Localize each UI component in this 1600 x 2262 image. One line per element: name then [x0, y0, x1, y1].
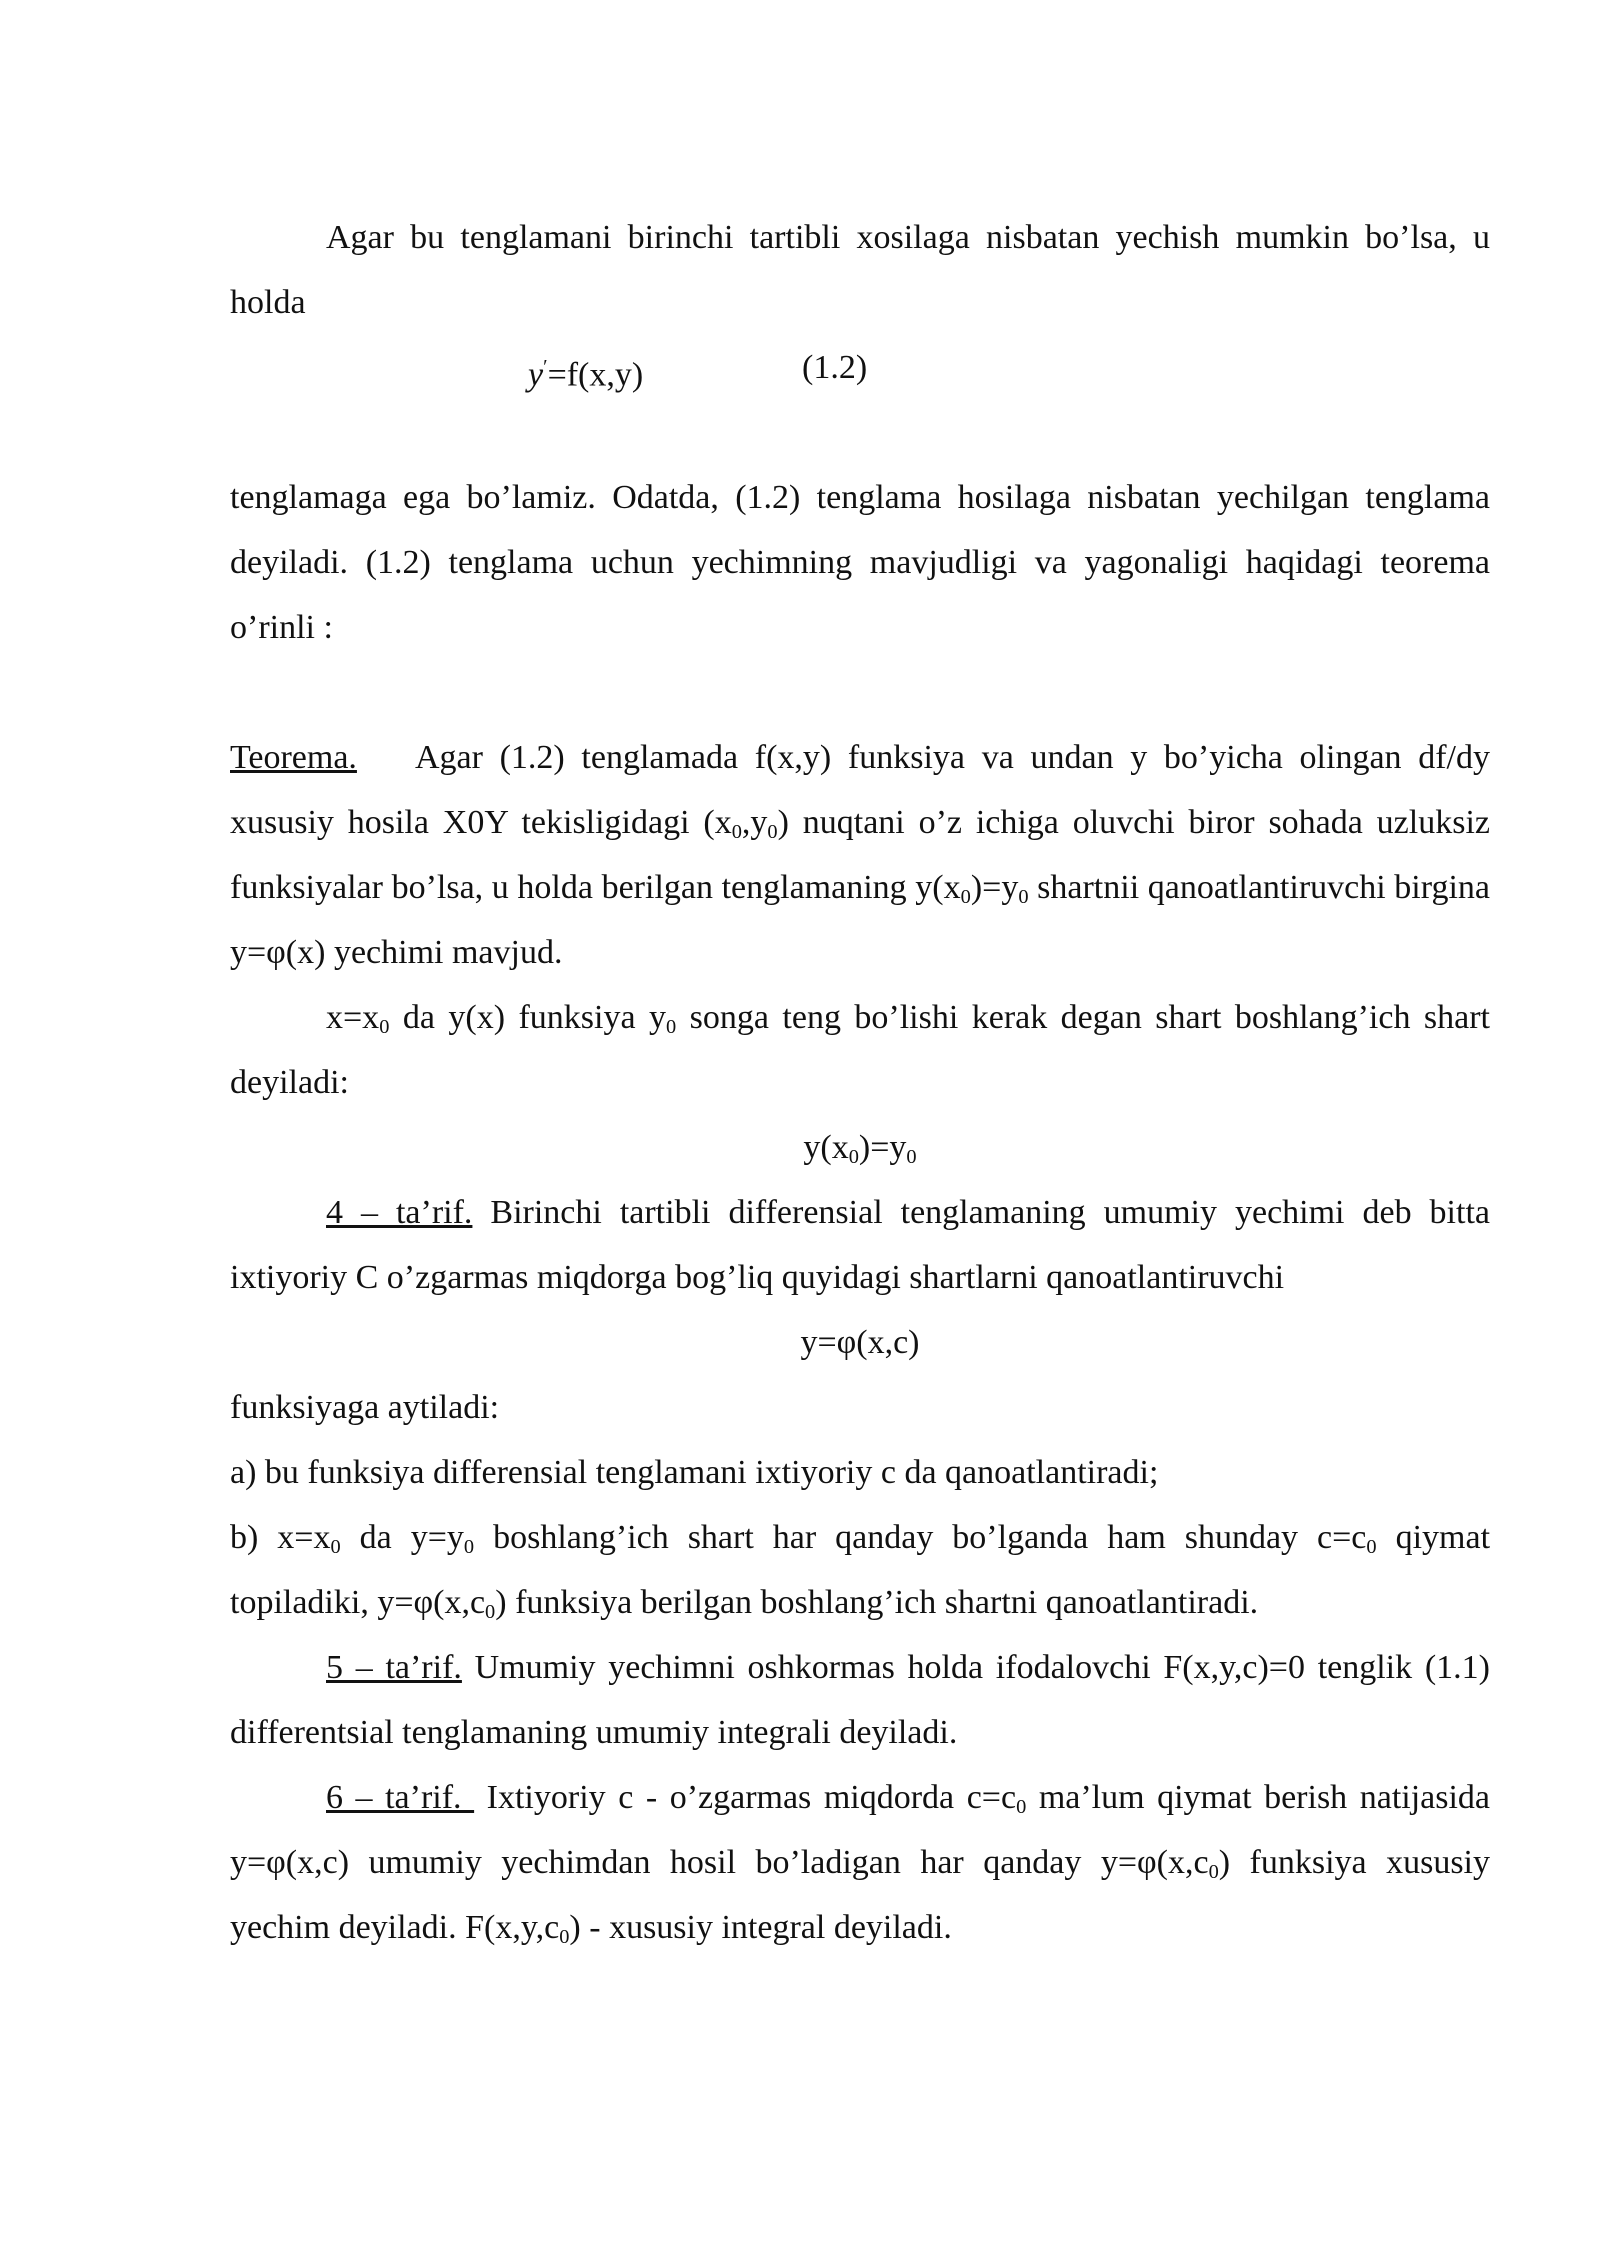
definition-6-text-3: ) funksiya xususiy yechim deyiladi. F(x,y,c: [230, 1844, 1490, 1946]
equation-prime-mark: ′: [543, 356, 548, 378]
subscript-zero: 0: [731, 821, 742, 844]
subscript-zero: 0: [1016, 1796, 1027, 1819]
subscript-zero: 0: [379, 1016, 390, 1039]
subscript-zero: 0: [1366, 1536, 1377, 1559]
equation-number: (1.2): [802, 349, 868, 386]
equation-1-2-expression: [528, 335, 643, 407]
condition-a: [230, 1440, 1490, 1505]
subscript-zero: 0: [767, 821, 778, 844]
condition-b-text-5: ) funksiya berilgan boshlang’ich shartni qanoatlantiradi.: [495, 1584, 1259, 1621]
definition-6-text-1: Ixtiyoriy c - o’zgarmas miqdorda c=c: [474, 1779, 1017, 1816]
funksiyaga-line: [230, 1375, 1490, 1440]
theorem-text-3: ) nuqtani o’z ichiga oluvchi biror sohada uzluksiz funksiyalar bo’lsa, u holda berilgan tenglamaning y(x: [230, 804, 1490, 906]
subscript-zero: 0: [848, 1146, 859, 1169]
theorem-text-5: shartnii qanoatlantiruvchi birgina y=φ(x) yechimi mavjud.: [230, 869, 1491, 971]
paragraph-odatda: [230, 465, 1490, 660]
definition-5-paragraph: [230, 1635, 1490, 1765]
equation-rhs: =f(x,y): [547, 356, 644, 394]
subscript-zero: 0: [906, 1146, 917, 1169]
definition-5-text: Umumiy yechimni oshkormas holda ifodalovchi F(x,y,c)=0 tenglik (1.1) differentsial tenglamaning umumiy integrali deyiladi.: [230, 1649, 1490, 1751]
subscript-zero: 0: [463, 1536, 475, 1559]
initial-eq-text-2: )=y: [858, 1129, 907, 1166]
definition-4-paragraph: [230, 1180, 1490, 1310]
theorem-text-4: )=y: [970, 869, 1019, 906]
initial-text-1: x=x: [326, 999, 380, 1036]
initial-eq-text-1: y(x: [803, 1129, 849, 1166]
theorem-text-2: ,y: [741, 804, 768, 841]
condition-b-text-4: qiymat topiladiki, y=φ(x,c: [230, 1519, 1491, 1621]
subscript-zero: 0: [1208, 1861, 1219, 1884]
theorem-text-1: Agar (1.2) tenglamada f(x,y) funksiya va undan y bo’yicha olingan df/dy xususiy hosila X0Y tekisligidagi (x: [230, 739, 1490, 841]
definition-4-text: Birinchi tartibli differensial tenglamaning umumiy yechimi deb bitta ixtiyoriy C o’zgarmas miqdorga bog’liq quyidagi shartlarni qanoatlantiruvchi: [230, 1194, 1490, 1296]
theorem-paragraph: [230, 725, 1490, 985]
initial-text-2: da y(x) funksiya y: [389, 999, 666, 1036]
general-solution-equation: [230, 1310, 1490, 1375]
equation-1-2: [230, 335, 1490, 400]
definition-6-label: 6 – ta’rif.: [326, 1779, 475, 1816]
theorem-label: Teorema.: [230, 739, 357, 776]
condition-b: [230, 1505, 1490, 1635]
condition-b-text-1: b) x=x: [230, 1519, 331, 1556]
initial-text-3: songa teng bo’lishi kerak degan shart boshlang’ich shart deyiladi:: [230, 999, 1491, 1101]
definition-5-label: 5 – ta’rif.: [326, 1649, 462, 1686]
initial-condition-paragraph: [230, 985, 1490, 1115]
definition-6-paragraph: [230, 1765, 1490, 1960]
definition-6-text-4: ) - xususiy integral deyiladi.: [569, 1909, 952, 1946]
condition-b-text-3: boshlang’ich shart har qanday bo’lganda ham shunday c=c: [474, 1519, 1367, 1556]
intro-text: Agar bu tenglamani birinchi tartibli xosilaga nisbatan yechish mumkin bo’lsa, u holda: [230, 219, 1490, 321]
subscript-zero: 0: [559, 1926, 570, 1949]
general-solution-text: y=φ(x,c): [800, 1324, 920, 1361]
subscript-zero: 0: [485, 1601, 496, 1624]
definition-6-text-2: ma’lum qiymat berish natijasida y=φ(x,c) umumiy yechimdan hosil bo’ladigan har qanday y=φ(x,c: [230, 1779, 1491, 1881]
condition-a-text: a) bu funksiya differensial tenglamani ixtiyoriy c da qanoatlantiradi;: [230, 1454, 1159, 1491]
funksiyaga-text: funksiyaga aytiladi:: [230, 1389, 500, 1426]
subscript-zero: 0: [330, 1536, 341, 1559]
document-page: [230, 205, 1490, 1960]
subscript-zero: 0: [960, 886, 971, 909]
intro-paragraph: [230, 205, 1490, 335]
subscript-zero: 0: [1018, 886, 1029, 909]
definition-4-label: 4 – ta’rif.: [326, 1194, 473, 1231]
subscript-zero: 0: [666, 1016, 677, 1039]
paragraph-odatda-text: tenglamaga ega bo’lamiz. Odatda, (1.2) tenglama hosilaga nisbatan yechilgan tenglama deyiladi. (1.2) tenglama uchun yechimning mavjudligi va yagonaligi haqidagi teorema o’rinli :: [230, 479, 1490, 646]
equation-y-symbol: y: [528, 356, 544, 394]
condition-b-text-2: da y=y: [340, 1519, 464, 1556]
initial-condition-equation: [230, 1115, 1490, 1180]
